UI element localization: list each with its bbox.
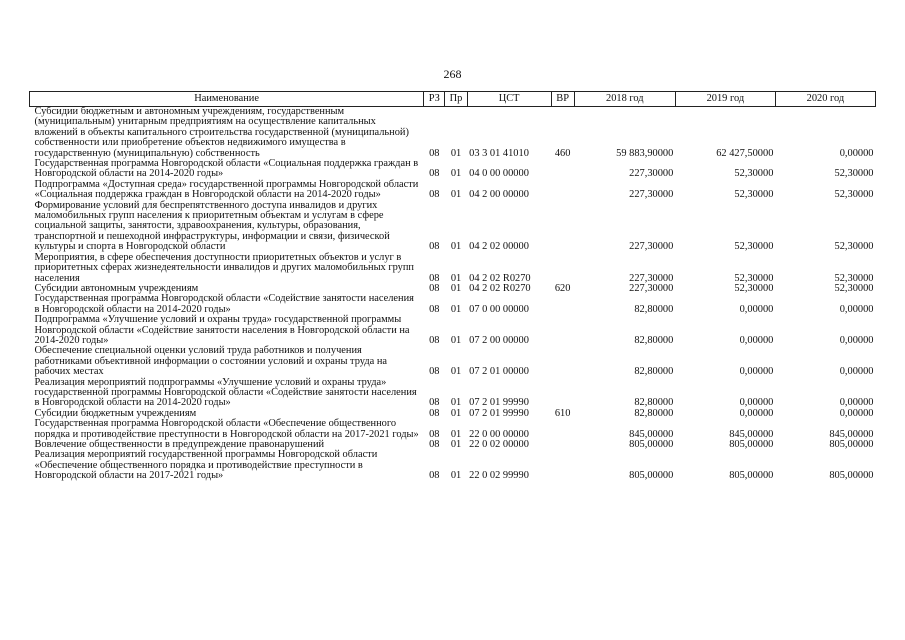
- row-2020: 52,30000: [834, 168, 874, 180]
- row-2019: 845,00000: [729, 428, 774, 440]
- row-2020: 0,00000: [839, 397, 874, 409]
- row-vr: [551, 450, 574, 481]
- row-2018: 805,00000: [629, 470, 674, 482]
- table-row: [30, 294, 876, 315]
- row-2018: 805,00000: [629, 439, 674, 450]
- header-2020: 2020 год: [775, 92, 875, 107]
- row-2019: 805,00000: [729, 439, 774, 450]
- row-2018: 227,30000: [629, 241, 674, 253]
- row-rz: 08: [429, 272, 440, 284]
- row-2019: 805,00000: [729, 470, 774, 482]
- row-name: Государственная программа Новгородской области «Социальная поддержка граждан в Новгородской области на 2014-2020 годы»: [34, 158, 419, 180]
- row-2020: 52,30000: [834, 189, 874, 201]
- row-name: Субсидии бюджетным учреждениям: [34, 407, 197, 419]
- row-2018: 845,00000: [629, 428, 674, 440]
- row-2019: 52,30000: [734, 168, 774, 180]
- row-pr: 01: [450, 397, 462, 409]
- row-2018: 227,30000: [629, 272, 674, 284]
- row-pr: 01: [450, 241, 462, 253]
- row-pr: 01: [450, 428, 462, 440]
- table-row: [30, 315, 876, 346]
- row-vr: [551, 159, 574, 180]
- row-rz: 08: [429, 147, 440, 159]
- row-2020: 0,00000: [839, 334, 874, 346]
- row-cst: 04 2 02 00000: [469, 241, 529, 253]
- row-pr: 01: [450, 334, 462, 346]
- row-name: Реализация мероприятий подпрограммы «Улучшение условий и охраны труда» государственной программы Новгородской области «Содействие занятости населения в Новгородской области на 2014-2020 годы»: [34, 376, 417, 409]
- row-pr: 01: [450, 147, 462, 159]
- row-vr: [551, 346, 574, 377]
- row-name: Реализация мероприятий государственной программы Новгородской области «Обеспечение общественного порядка и противодействие преступности в Новгородской области на 2017-2021 годы»: [34, 449, 378, 482]
- row-rz: 08: [429, 282, 440, 294]
- row-2020: 52,30000: [834, 272, 874, 284]
- row-vr: 620: [554, 282, 571, 294]
- row-vr: [551, 253, 574, 284]
- row-name: Подпрограмма «Доступная среда» государственной программы Новгородской области «Социальная поддержка граждан в Новгородской области на 2014-2020 годы»: [34, 178, 419, 201]
- row-2019: 0,00000: [739, 303, 774, 315]
- row-pr: 01: [450, 366, 462, 378]
- budget-table: [29, 91, 876, 482]
- row-2019: 0,00000: [739, 334, 774, 346]
- row-cst: 07 0 00 00000: [469, 303, 529, 315]
- header-2018: 2018 год: [574, 92, 675, 107]
- row-pr: 01: [450, 303, 462, 315]
- row-rz: 08: [429, 439, 440, 450]
- row-2018: 227,30000: [629, 189, 674, 201]
- row-name: Вовлечение общественности в предупреждение правонарушений: [34, 439, 325, 450]
- row-vr: [551, 440, 574, 450]
- row-2019: 0,00000: [739, 366, 774, 378]
- header-name: Наименование: [30, 92, 424, 107]
- row-cst: 22 0 02 99990: [469, 470, 529, 482]
- row-2019: 52,30000: [734, 272, 774, 284]
- row-vr: 460: [554, 147, 571, 159]
- row-rz: 08: [429, 470, 440, 482]
- row-vr: [551, 315, 574, 346]
- row-vr: [551, 378, 574, 409]
- row-pr: 01: [450, 282, 462, 294]
- row-cst: 03 3 01 41010: [469, 147, 529, 159]
- row-2018: 227,30000: [629, 168, 674, 180]
- row-2018: 227,30000: [629, 282, 674, 294]
- row-rz: 08: [429, 397, 440, 409]
- row-2018: 82,80000: [634, 397, 674, 409]
- page-number: 268: [443, 67, 462, 81]
- header-pr: Пр: [445, 92, 467, 107]
- row-name: Субсидии автономным учреждениям: [34, 282, 199, 294]
- row-pr: 01: [450, 407, 462, 419]
- row-2018: 82,80000: [634, 366, 674, 378]
- row-2019: 0,00000: [739, 397, 774, 409]
- row-2020: 0,00000: [839, 147, 874, 159]
- row-2020: 0,00000: [839, 303, 874, 315]
- table-row: [30, 346, 876, 377]
- row-2019: 52,30000: [734, 282, 774, 294]
- row-vr: [551, 419, 574, 440]
- row-cst: 07 2 01 99990: [469, 407, 529, 419]
- row-2019: 52,30000: [734, 241, 774, 253]
- row-rz: 08: [429, 334, 440, 346]
- header-cst: ЦСТ: [467, 92, 551, 107]
- table-row: [30, 378, 876, 409]
- row-2020: 805,00000: [829, 470, 874, 482]
- row-vr: [551, 294, 574, 315]
- row-name: Государственная программа Новгородской области «Обеспечение общественного порядка и противодействие преступности в Новгородской области на 2017-2021 годы»: [34, 418, 419, 440]
- table-row: [30, 159, 876, 180]
- row-name: Формирование условий для беспрепятственного доступа инвалидов и других маломобильных групп населения к приоритетным объектам и услугам в сфере социальной защиты, занятости, здравоохранения, культуры, образования, транспортной и пешеходной инфраструктуры, информации и связи, физической культуры и спорта в Новгородской области: [34, 199, 390, 253]
- row-rz: 08: [429, 366, 440, 378]
- row-2019: 62 427,50000: [716, 147, 774, 159]
- table-row: [30, 253, 876, 284]
- row-2018: 82,80000: [634, 303, 674, 315]
- row-pr: 01: [450, 470, 462, 482]
- row-2020: 0,00000: [839, 407, 874, 419]
- row-cst: 04 2 02 R0270: [469, 282, 531, 294]
- header-2019: 2019 год: [675, 92, 775, 107]
- row-name: Субсидии бюджетным и автономным учреждениям, государственным (муниципальным) унитарным предприятиям на осуществление капитальных вложений в объекты капитального строительства государственной (муниципальной) собственности или приобретение объектов недвижимого имущества в государственную (муниципальную) собственность: [34, 106, 409, 159]
- row-vr: 610: [554, 407, 571, 419]
- row-cst: 07 2 00 00000: [469, 334, 529, 346]
- row-vr: [551, 201, 574, 253]
- row-pr: 01: [450, 439, 462, 450]
- table-row: [30, 201, 876, 253]
- row-vr: [551, 180, 574, 201]
- row-2020: 52,30000: [834, 241, 874, 253]
- row-2018: 82,80000: [634, 407, 674, 419]
- row-name: Мероприятия, в сфере обеспечения доступности приоритетных объектов и услуг в приоритетных сферах жизнедеятельности инвалидов и других маломобильных групп населения: [34, 251, 414, 284]
- row-name: Обеспечение специальной оценки условий труда работников и получения работниками объективной информации о состоянии условий и охраны труда на рабочих местах: [34, 345, 387, 378]
- row-cst: 22 0 00 00000: [469, 428, 529, 440]
- row-cst: 04 2 00 00000: [469, 189, 529, 201]
- row-cst: 07 2 01 00000: [469, 366, 529, 378]
- table-row: [30, 107, 876, 160]
- row-2020: 845,00000: [829, 428, 874, 440]
- row-name: Государственная программа Новгородской области «Содействие занятости населения в Новгородской области на 2014-2020 годы»: [34, 293, 414, 315]
- row-2020: 0,00000: [839, 366, 874, 378]
- row-pr: 01: [450, 168, 462, 180]
- row-rz: 08: [429, 407, 440, 419]
- header-vr: ВР: [551, 92, 574, 107]
- table-row: [30, 419, 876, 440]
- row-2018: 59 883,90000: [616, 147, 674, 159]
- table-header-row: [30, 92, 876, 107]
- row-rz: 08: [429, 303, 440, 315]
- row-cst: 04 0 00 00000: [469, 168, 529, 180]
- row-name: Подпрограмма «Улучшение условий и охраны труда» государственной программы Новгородской области «Содействие занятости населения в Новгородской области на 2014-2020 годы»: [34, 314, 410, 346]
- row-cst: 07 2 01 99990: [469, 397, 529, 409]
- row-rz: 08: [429, 168, 440, 180]
- row-2020: 52,30000: [834, 282, 874, 294]
- header-rz: РЗ: [424, 92, 445, 107]
- row-pr: 01: [450, 272, 462, 284]
- row-2019: 52,30000: [734, 189, 774, 201]
- row-cst: 04 2 02 R0270: [469, 272, 531, 284]
- row-rz: 08: [429, 428, 440, 440]
- row-2019: 0,00000: [739, 407, 774, 419]
- row-cst: 22 0 02 00000: [469, 439, 529, 450]
- row-2020: 805,00000: [829, 439, 874, 450]
- table-row: [30, 180, 876, 201]
- row-rz: 08: [429, 241, 440, 253]
- table-row: [30, 450, 876, 481]
- row-rz: 08: [429, 189, 440, 201]
- row-2018: 82,80000: [634, 334, 674, 346]
- row-pr: 01: [450, 189, 462, 201]
